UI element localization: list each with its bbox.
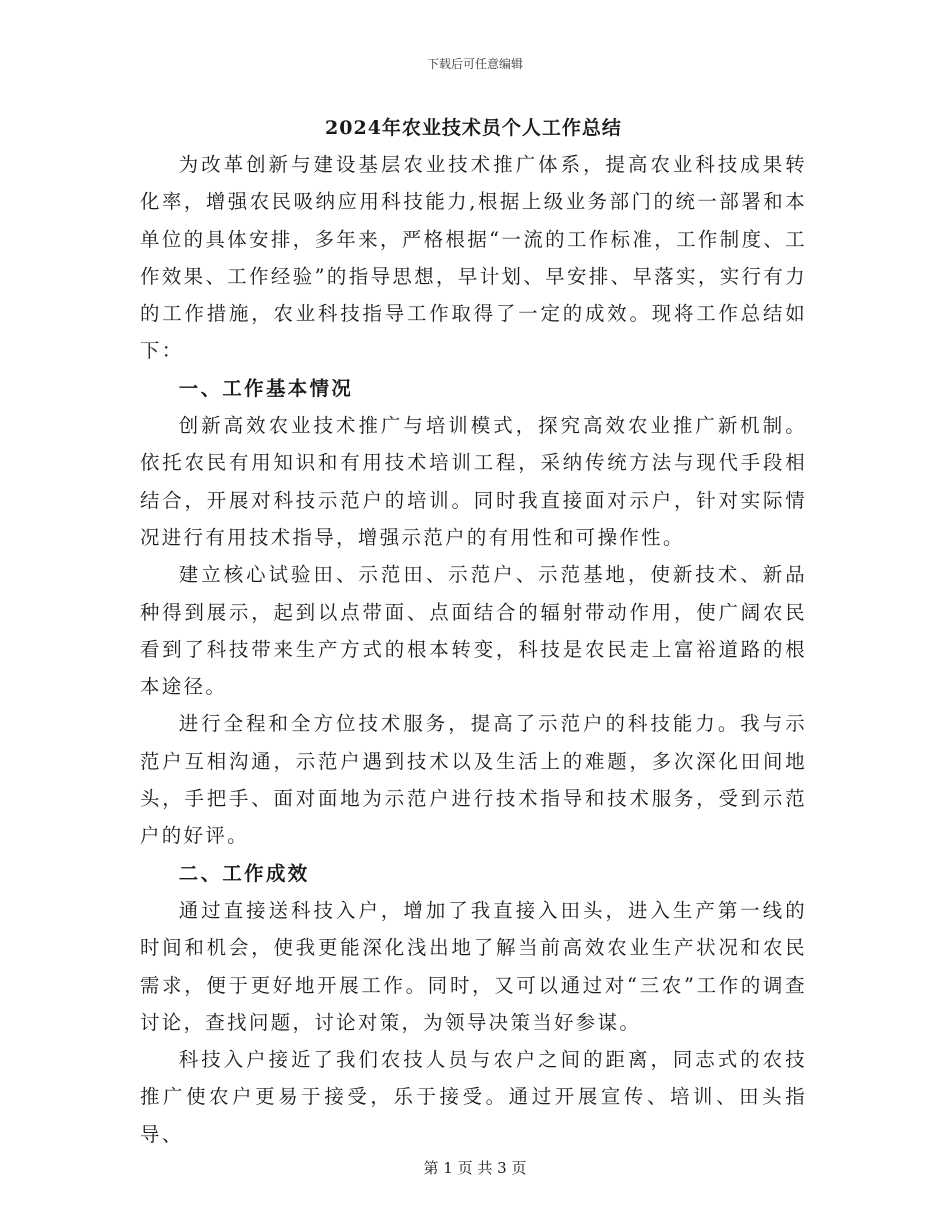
- section-heading-work-overview: 一、工作基本情况: [178, 376, 354, 400]
- document-title: 2024年农业技术员个人工作总结: [325, 117, 622, 139]
- paragraph: 科技入户接近了我们农技人员与农户之间的距离，同志式的农技推广使农户更易于接受，乐于接受。通过开展宣传、培训、田头指导、: [140, 1048, 807, 1146]
- page-number-footer: 第 1 页 共 3 页: [423, 1159, 527, 1177]
- document-body: [140, 110, 807, 1153]
- paragraph: 建立核心试验田、示范田、示范户、示范基地，使新技术、新品种得到展示，起到以点带面、点面结合的辐射带动作用，使广阔农民看到了科技带来生产方式的根本转变，科技是农民走上富裕道路的根本途径。: [140, 563, 807, 699]
- paragraph: 进行全程和全方位技术服务，提高了示范户的科技能力。我与示范户互相沟通，示范户遇到技术以及生活上的难题，多次深化田间地头，手把手、面对面地为示范户进行技术指导和技术服务，受到示范户的好评。: [140, 712, 807, 848]
- paragraph: 通过直接送科技入户，增加了我直接入田头，进入生产第一线的时间和机会，使我更能深化浅出地了解当前高效农业生产状况和农民需求，便于更好地开展工作。同时，又可以通过对“三农”工作的调查讨论，查找问题，讨论对策，为领导决策当好参谋。: [140, 898, 807, 1034]
- section-heading-work-results: 二、工作成效: [178, 861, 310, 885]
- paragraph: 创新高效农业技术推广与培训模式，探究高效农业推广新机制。依托农民有用知识和有用技术培训工程，采纳传统方法与现代手段相结合，开展对科技示范户的培训。同时我直接面对示户，针对实际情况进行有用技术指导，增强示范户的有用性和可操作性。: [140, 414, 807, 549]
- intro-paragraph: 为改革创新与建设基层农业技术推广体系，提高农业科技成果转化率，增强农民吸纳应用科技能力,根据上级业务部门的统一部署和本单位的具体安排，多年来，严格根据“一流的工作标准，工作制度、工作效果、工作经验”的指导思想，早计划、早安排、早落实，实行有力的工作措施，农业科技指导工作取得了一定的成效。现将工作总结如下：: [140, 153, 807, 363]
- header-note: 下载后可任意编辑: [426, 57, 523, 71]
